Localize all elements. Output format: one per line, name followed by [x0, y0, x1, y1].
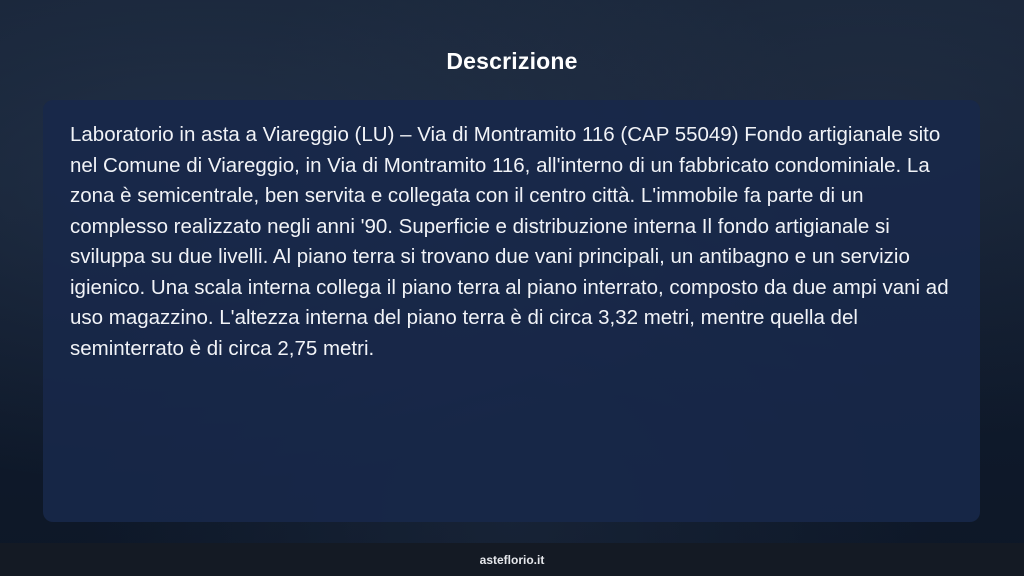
footer-bar: [0, 543, 1024, 576]
description-text: Laboratorio in asta a Viareggio (LU) – Via di Montramito 116 (CAP 55049) Fondo artigianale sito nel Comune di Viareggio, in Via di Montramito 116, all'interno di un fabbricato condominiale. La zona è semicentrale, ben servita e collegata con il centro città. L'immobile fa parte di un complesso realizzato negli anni '90. Superficie e distribuzione interna Il fondo artigianale si sviluppa su due livelli. Al piano terra si trovano due vani principali, un antibagno e un servizio igienico. Una scala interna collega il piano terra al piano interrato, composto da due ampi vani ad uso magazzino. L'altezza interna del piano terra è di circa 3,32 metri, mentre quella del seminterrato è di circa 2,75 metri.: [70, 123, 949, 360]
page-title: Descrizione: [446, 48, 578, 74]
footer-site-link[interactable]: asteflorio.it: [479, 552, 545, 567]
description-card: [43, 100, 980, 522]
